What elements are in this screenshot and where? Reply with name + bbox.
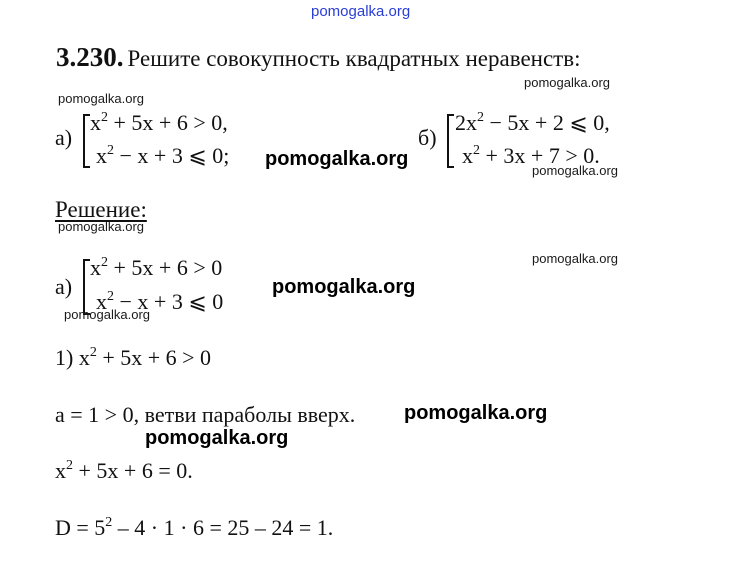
solution-heading: Решение: xyxy=(55,197,147,222)
watermark-large: pomogalka.org xyxy=(404,402,548,424)
watermark: pomogalka.org xyxy=(58,219,144,234)
part-a-line1: $x^2 + 5x + 6 > 0$, xyxy=(90,110,228,135)
step-1: 1) $x^2 + 5x + 6 > 0$ xyxy=(55,345,212,370)
watermark: pomogalka.org xyxy=(58,91,144,106)
solution-a-label: а) xyxy=(55,274,73,299)
step-4: $D = 5^2 - 4 \cdot 1 \cdot 6 = 25 - 24 = 1$. xyxy=(55,515,334,540)
problem-number: 3.230. xyxy=(56,42,124,72)
watermark: pomogalka.org xyxy=(532,251,618,266)
part-a-label: а) xyxy=(55,125,73,150)
problem-text: Решите совокупность квадратных неравенств: xyxy=(127,46,581,71)
step-3: $x^2 + 5x + 6 = 0$. xyxy=(55,458,193,483)
watermark: pomogalka.org xyxy=(532,163,618,178)
watermark: pomogalka.org xyxy=(524,75,610,90)
watermark: pomogalka.org xyxy=(64,307,150,322)
solution-a-line1: $x^2 + 5x + 6 > 0$ xyxy=(90,255,223,280)
part-b-brace xyxy=(447,114,454,168)
part-a-brace xyxy=(83,114,90,168)
part-b-line2: $x^2 + 3x + 7 > 0$. xyxy=(462,143,600,168)
watermark-large: pomogalka.org xyxy=(145,427,289,449)
part-b-line1: $2x^2 - 5x + 2$ ⩽ 0, xyxy=(455,110,610,135)
solution-a-line2: $x^2 - x + 3$ ⩽ 0 xyxy=(96,289,224,314)
part-a-line2: $x^2 - x + 3$ ⩽ 0; xyxy=(96,143,230,168)
watermark-large: pomogalka.org xyxy=(272,276,416,298)
problem-title xyxy=(56,42,580,73)
step-2: а = 1 > 0, ветви параболы вверх. xyxy=(55,402,356,427)
watermark-large: pomogalka.org xyxy=(265,148,409,170)
watermark-top: pomogalka.org xyxy=(311,3,411,20)
part-b-label: б) xyxy=(418,125,437,150)
